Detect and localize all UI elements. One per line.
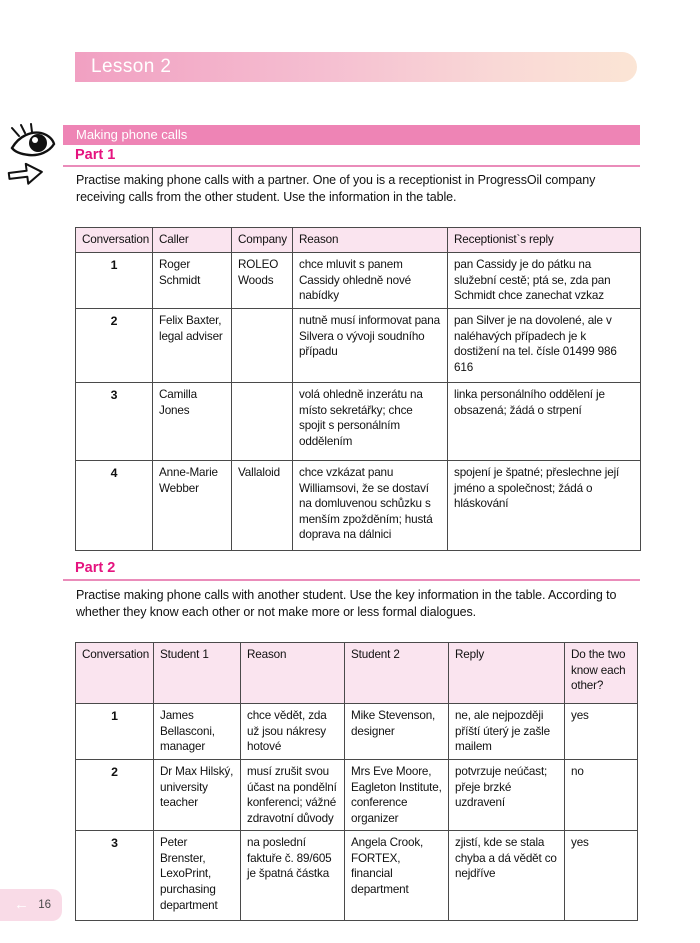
- page-number: 16: [38, 899, 51, 911]
- cell-reason: volá ohledně inzerátu na místo sekretářky; chce spojit s personálním oddělením: [293, 383, 448, 461]
- column-header-caller: Caller: [153, 228, 232, 253]
- section-banner: [63, 125, 640, 145]
- cell-reply: linka personálního oddělení je obsazená; žádá o strpení: [448, 383, 641, 461]
- cell-conversation-number: 2: [76, 309, 153, 383]
- column-header-reason: Reason: [241, 643, 345, 704]
- cell-student2: Mrs Eve Moore, Eagleton Institute, conference organizer: [345, 760, 449, 831]
- cell-know-each-other: yes: [565, 704, 638, 760]
- cell-conversation-number: 3: [76, 383, 153, 461]
- cell-reason: chce vzkázat panu Williamsovi, že se dostaví na domluvenou schůzku s menším zpožděním; hustá doprava na dálnici: [293, 461, 448, 551]
- back-arrow-icon: ←: [14, 896, 29, 913]
- cell-caller: Camilla Jones: [153, 383, 232, 461]
- cell-company: Vallaloid: [232, 461, 293, 551]
- part2-rule: [63, 579, 640, 581]
- cell-know-each-other: no: [565, 760, 638, 831]
- cell-reason: chce vědět, zda už jsou nákresy hotové: [241, 704, 345, 760]
- cell-conversation-number: 2: [76, 760, 154, 831]
- part2-table: [75, 642, 638, 921]
- cell-reason: musí zrušit svou účast na pondělní konferenci; vážné zdravotní důvody: [241, 760, 345, 831]
- table-row: [76, 383, 641, 461]
- cell-reason: nutně musí informovat pana Silvera o vývoji soudního případu: [293, 309, 448, 383]
- cell-reply: pan Silver je na dovolené, ale v naléhavých případech je k dostižení na tel. čísle 01499 986 616: [448, 309, 641, 383]
- part1-heading: Part 1: [75, 147, 116, 163]
- cell-conversation-number: 1: [76, 704, 154, 760]
- cell-know-each-other: yes: [565, 831, 638, 921]
- column-header-student1: Student 1: [154, 643, 241, 704]
- arrow-right-icon: [8, 162, 43, 185]
- cell-reply: spojení je špatné; přeslechne její jméno a společnost; žádá o hláskování: [448, 461, 641, 551]
- part2-intro-text: Practise making phone calls with another student. Use the key information in the table. According to whether they know each other or not make more or less formal dialogues.: [76, 588, 617, 619]
- cell-conversation-number: 3: [76, 831, 154, 921]
- cell-conversation-number: 4: [76, 461, 153, 551]
- column-header-reply: Receptionist`s reply: [448, 228, 641, 253]
- table-row: [76, 309, 641, 383]
- cell-student1: Dr Max Hilský, university teacher: [154, 760, 241, 831]
- cell-reply: pan Cassidy je do pátku na služební cestě; ptá se, zda pan Schmidt chce zanechat vzkaz: [448, 253, 641, 309]
- cell-caller: Anne-Marie Webber: [153, 461, 232, 551]
- eye-and-arrow-icon: [6, 123, 58, 185]
- cell-reason: chce mluvit s panem Cassidy ohledně nové nabídky: [293, 253, 448, 309]
- cell-company: [232, 309, 293, 383]
- part2-heading: Part 2: [75, 560, 116, 576]
- column-header-student2: Student 2: [345, 643, 449, 704]
- cell-caller: Roger Schmidt: [153, 253, 232, 309]
- lesson-banner: [75, 52, 637, 82]
- table-row: [76, 461, 641, 551]
- cell-student2: Angela Crook, FORTEX, financial department: [345, 831, 449, 921]
- column-header-conversation: Conversation: [76, 643, 154, 704]
- cell-reply: zjistí, kde se stala chyba a dá vědět co nejdříve: [449, 831, 565, 921]
- cell-reply: ne, ale nejpozději příští úterý je zašle mailem: [449, 704, 565, 760]
- column-header-reply: Reply: [449, 643, 565, 704]
- part1-table: [75, 227, 641, 551]
- cell-reply: potvrzuje neúčast; přeje brzké uzdravení: [449, 760, 565, 831]
- column-header-conversation: Conversation: [76, 228, 153, 253]
- cell-conversation-number: 1: [76, 253, 153, 309]
- column-header-know-each-other: Do the two know each other?: [565, 643, 638, 704]
- table-row: [76, 760, 638, 831]
- page-number-tab: [0, 889, 62, 921]
- table-row: [76, 253, 641, 309]
- column-header-reason: Reason: [293, 228, 448, 253]
- table-header-row: [76, 643, 638, 704]
- cell-student1: James Bellasconi, manager: [154, 704, 241, 760]
- table-header-row: [76, 228, 641, 253]
- section-title: Making phone calls: [76, 127, 188, 142]
- eye-icon: [12, 124, 54, 155]
- cell-student2: Mike Stevenson, designer: [345, 704, 449, 760]
- cell-reason: na poslední faktuře č. 89/605 je špatná částka: [241, 831, 345, 921]
- cell-caller: Felix Baxter, legal adviser: [153, 309, 232, 383]
- cell-company: ROLEO Woods: [232, 253, 293, 309]
- table-row: [76, 704, 638, 760]
- part1-rule: [63, 165, 640, 167]
- lesson-title: Lesson 2: [91, 56, 172, 77]
- cell-student1: Peter Brenster, LexoPrint, purchasing department: [154, 831, 241, 921]
- cell-company: [232, 383, 293, 461]
- column-header-company: Company: [232, 228, 293, 253]
- table-row: [76, 831, 638, 921]
- part1-intro-text: Practise making phone calls with a partner. One of you is a receptionist in ProgressOil company receiving calls from the other student. Use the information in the table.: [76, 173, 596, 204]
